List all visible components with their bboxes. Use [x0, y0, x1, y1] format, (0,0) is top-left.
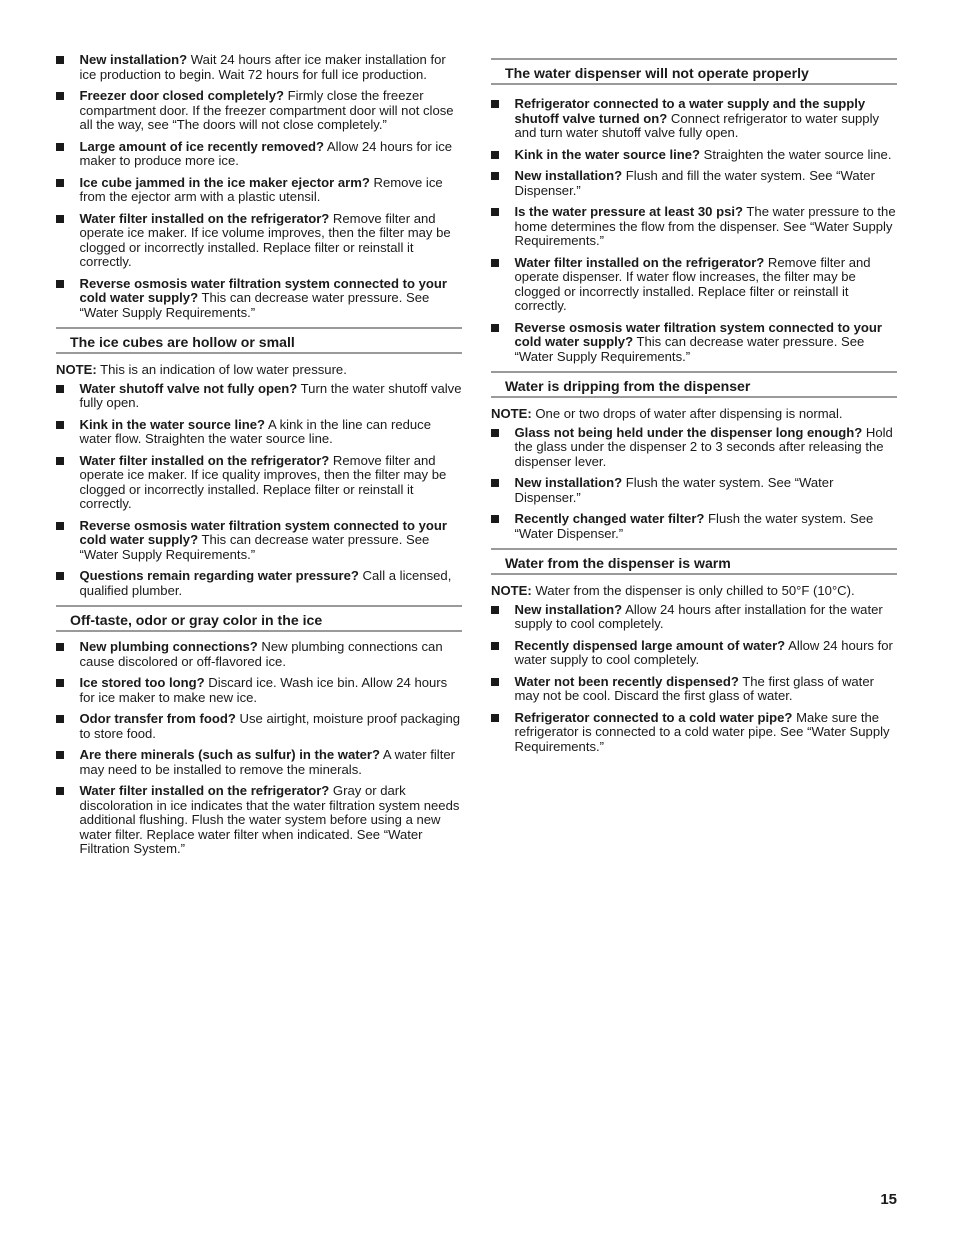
bullet-square-icon [491, 172, 499, 180]
list-item: Refrigerator connected to a water supply and the supply shutoff valve turned on? Connect refrigerator to water supply and turn water shutoff valve fully open. [491, 97, 897, 141]
ice-maker-checklist [56, 53, 462, 320]
bullet-square-icon [56, 385, 64, 393]
list-item: New plumbing connections? New plumbing connections can cause discolored or off-flavored ice. [56, 640, 462, 669]
page-number: 15 [880, 1191, 897, 1208]
right-column [491, 0, 897, 761]
bullet-square-icon [56, 715, 64, 723]
bullet-square-icon [491, 714, 499, 722]
list-item: Are there minerals (such as sulfur) in the water? A water filter may need to be installed to remove the minerals. [56, 748, 462, 777]
bullet-square-icon [56, 572, 64, 580]
bullet-square-icon [491, 678, 499, 686]
list-item: Water filter installed on the refrigerator? Gray or dark discoloration in ice indicates that the water filtration system needs additional flushing. Flush the water system before using a new water filter. Replace water filter when indicated. See “Water Filtration System.” [56, 784, 462, 857]
list-item: Questions remain regarding water pressure? Call a licensed, qualified plumber. [56, 569, 462, 598]
list-item: Large amount of ice recently removed? Allow 24 hours for ice maker to produce more ice. [56, 140, 462, 169]
list-item: Glass not being held under the dispenser long enough? Hold the glass under the dispenser 2 to 3 seconds after releasing the dispenser lever. [491, 426, 897, 470]
list-item: Reverse osmosis water filtration system connected to your cold water supply? This can decrease water pressure. See “Water Supply Requirements.” [491, 321, 897, 365]
bullet-square-icon [56, 787, 64, 795]
list-item: Water filter installed on the refrigerator? Remove filter and operate ice maker. If ice volume improves, then the filter may be clogged or incorrectly installed. Replace filter or reinstall it correctly. [56, 212, 462, 270]
off-taste-checklist [56, 640, 462, 857]
dispenser-not-operating-checklist [491, 97, 897, 364]
list-item: Kink in the water source line? Straighten the water source line. [491, 148, 897, 163]
hollow-ice-checklist [56, 382, 462, 599]
section-heading-hollow-ice: The ice cubes are hollow or small [56, 327, 462, 354]
list-item: Refrigerator connected to a cold water pipe? Make sure the refrigerator is connected to a cold water pipe. See “Water Supply Requirements.” [491, 711, 897, 755]
bullet-square-icon [491, 429, 499, 437]
list-item: Kink in the water source line? A kink in the line can reduce water flow. Straighten the water source line. [56, 418, 462, 447]
note-chilled-temperature: NOTE: Water from the dispenser is only chilled to 50°F (10°C). [491, 583, 855, 598]
list-item: Is the water pressure at least 30 psi? The water pressure to the home determines the flow from the dispenser. See “Water Supply Requirements.” [491, 205, 897, 249]
list-item: Freezer door closed completely? Firmly close the freezer compartment door. If the freezer compartment door will not close all the way, see “The doors will not close completely.” [56, 89, 462, 133]
list-item: New installation? Flush the water system. See “Water Dispenser.” [491, 476, 897, 505]
bullet-square-icon [491, 515, 499, 523]
list-item: Water shutoff valve not fully open? Turn the water shutoff valve fully open. [56, 382, 462, 411]
bullet-square-icon [56, 143, 64, 151]
list-item: Recently dispensed large amount of water? Allow 24 hours for water supply to cool completely. [491, 639, 897, 668]
dripping-checklist [491, 426, 897, 542]
bullet-square-icon [491, 208, 499, 216]
bullet-square-icon [56, 457, 64, 465]
bullet-square-icon [56, 643, 64, 651]
bullet-square-icon [491, 259, 499, 267]
bullet-square-icon [56, 92, 64, 100]
list-item: Ice stored too long? Discard ice. Wash ice bin. Allow 24 hours for ice maker to make new ice. [56, 676, 462, 705]
note-low-pressure: NOTE: This is an indication of low water pressure. [56, 362, 347, 377]
list-item: Water not been recently dispensed? The first glass of water may not be cool. Discard the first glass of water. [491, 675, 897, 704]
section-heading-dispenser-not-operating: The water dispenser will not operate properly [491, 58, 897, 85]
list-item: Water filter installed on the refrigerator? Remove filter and operate dispenser. If water flow increases, the filter may be clogged or incorrectly installed. Replace filter or reinstall it correctly. [491, 256, 897, 314]
bullet-square-icon [491, 151, 499, 159]
bullet-square-icon [56, 421, 64, 429]
bullet-square-icon [56, 56, 64, 64]
section-heading-warm-water: Water from the dispenser is warm [491, 548, 897, 575]
bullet-square-icon [491, 479, 499, 487]
bullet-square-icon [491, 642, 499, 650]
bullet-square-icon [491, 324, 499, 332]
bullet-square-icon [56, 679, 64, 687]
list-item: New installation? Allow 24 hours after installation for the water supply to cool completely. [491, 603, 897, 632]
section-heading-off-taste: Off-taste, odor or gray color in the ice [56, 605, 462, 632]
warm-water-checklist [491, 603, 897, 755]
bullet-square-icon [491, 100, 499, 108]
bullet-square-icon [56, 522, 64, 530]
left-column [56, 0, 462, 864]
bullet-square-icon [56, 179, 64, 187]
bullet-square-icon [56, 215, 64, 223]
bullet-square-icon [491, 606, 499, 614]
list-item: Water filter installed on the refrigerator? Remove filter and operate ice maker. If ice quality improves, then the filter may be clogged or incorrectly installed. Replace filter or reinstall it correctly. [56, 454, 462, 512]
list-item: Reverse osmosis water filtration system connected to your cold water supply? This can decrease water pressure. See “Water Supply Requirements.” [56, 519, 462, 563]
note-drops-normal: NOTE: One or two drops of water after dispensing is normal. [491, 406, 843, 421]
list-item: Ice cube jammed in the ice maker ejector arm? Remove ice from the ejector arm with a plastic utensil. [56, 176, 462, 205]
bullet-square-icon [56, 751, 64, 759]
list-item: New installation? Wait 24 hours after ice maker installation for ice production to begin. Wait 72 hours for full ice production. [56, 53, 462, 82]
bullet-square-icon [56, 280, 64, 288]
list-item: Reverse osmosis water filtration system connected to your cold water supply? This can decrease water pressure. See “Water Supply Requirements.” [56, 277, 462, 321]
section-heading-dripping: Water is dripping from the dispenser [491, 371, 897, 398]
list-item: New installation? Flush and fill the water system. See “Water Dispenser.” [491, 169, 897, 198]
list-item: Odor transfer from food? Use airtight, moisture proof packaging to store food. [56, 712, 462, 741]
list-item: Recently changed water filter? Flush the water system. See “Water Dispenser.” [491, 512, 897, 541]
